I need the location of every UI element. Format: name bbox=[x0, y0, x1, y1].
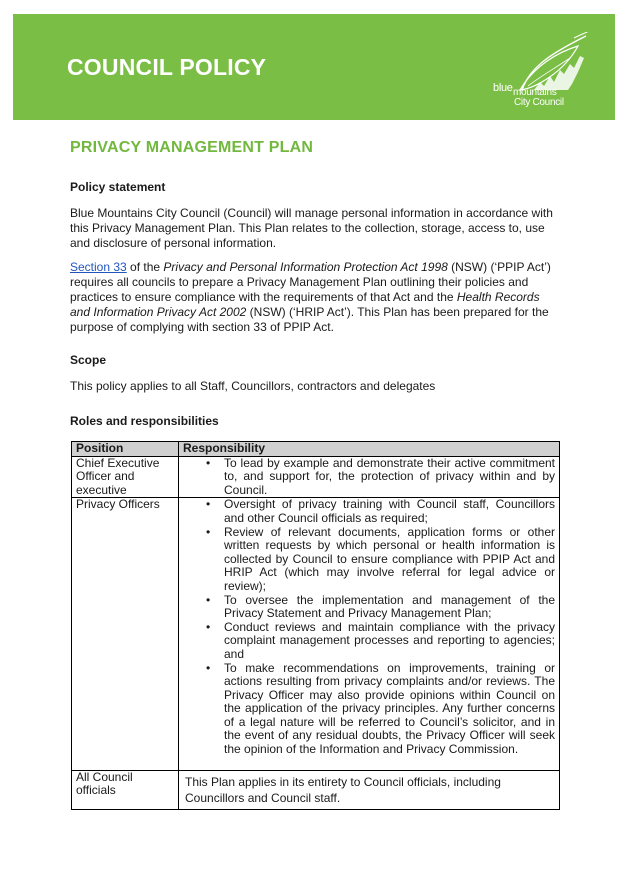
logo-text-blue: blue bbox=[493, 82, 513, 94]
column-header-position: Position bbox=[72, 442, 179, 457]
heading-policy-statement: Policy statement bbox=[70, 180, 166, 194]
policy-statement-paragraph: Blue Mountains City Council (Council) will manage personal information in accordance with this Privacy Management Plan. This Plan relates to the collection, storage, access to, use and disclosure of personal information. bbox=[70, 206, 553, 250]
council-logo bbox=[478, 32, 593, 112]
banner-title: COUNCIL POLICY bbox=[67, 54, 267, 80]
column-header-responsibility: Responsibility bbox=[179, 442, 560, 457]
roles-table bbox=[71, 441, 560, 810]
list-item: • To make recommendations on improvements, training or actions resulting from privacy complaints and/or reviews. The Privacy Officer may also provide opinions within Council on the application of the privacy principles. Any further concerns of a legal nature will be referred to Council’s solicitor, and in the event of any residual doubts, the Privacy Officer will seek the opinion of the Information and Privacy Commission. bbox=[224, 662, 555, 757]
header-banner bbox=[13, 14, 615, 120]
table-row bbox=[72, 498, 560, 770]
responsibility-list bbox=[183, 457, 555, 498]
section-33-paragraph bbox=[70, 260, 560, 335]
table-row bbox=[72, 456, 560, 498]
position-cell: Chief Executive Officer and executive bbox=[72, 456, 179, 498]
responsibility-list bbox=[183, 498, 555, 756]
position-cell: Privacy Officers bbox=[72, 498, 179, 770]
logo-text-city-council: City Council bbox=[514, 97, 564, 108]
responsibility-cell bbox=[179, 456, 560, 498]
list-item: • To lead by example and demonstrate their active commitment to, and support for, the protection of privacy within and by Council. bbox=[224, 457, 555, 498]
section-33-link[interactable]: Section 33 bbox=[70, 260, 127, 274]
responsibility-cell: This Plan applies in its entirety to Council officials, including Councillors and Council staff. bbox=[179, 770, 560, 809]
page-title: PRIVACY MANAGEMENT PLAN bbox=[70, 139, 314, 156]
para-text: (NSW) (‘PPIP Act’) requires all councils to prepare a Privacy Management Plan outlining their policies and practices to ensure compliance with the requirements of that Act and the bbox=[70, 260, 551, 304]
ppip-act-title: Privacy and Personal Information Protection Act 1998 bbox=[163, 260, 448, 274]
list-item: • Review of relevant documents, application forms or other written requests by which personal or health information is collected by Council to ensure compliance with PPIP Act and HRIP Act (which may involve referral for legal advice or review); bbox=[224, 526, 555, 594]
list-item: • Conduct reviews and maintain compliance with the privacy complaint management processes and reporting to agencies; and bbox=[224, 621, 555, 662]
table-header-row bbox=[72, 442, 560, 457]
logo-text-mountains: mountains bbox=[513, 87, 557, 98]
list-item: • To oversee the implementation and management of the Privacy Statement and Privacy Management Plan; bbox=[224, 594, 555, 621]
para-text: (NSW) (‘HRIP Act’). This Plan has been prepared for the purpose of complying with section 33 of PPIP Act. bbox=[70, 305, 549, 334]
position-cell: All Council officials bbox=[72, 770, 179, 809]
heading-roles: Roles and responsibilities bbox=[70, 414, 219, 428]
hrip-act-title: Health Records and Information Privacy Act 2002 bbox=[70, 290, 540, 319]
para-text: of the bbox=[126, 260, 164, 274]
list-item: • Oversight of privacy training with Council staff, Councillors and other Council officials as required; bbox=[224, 498, 555, 525]
table-row bbox=[72, 770, 560, 809]
responsibility-cell bbox=[179, 498, 560, 770]
heading-scope: Scope bbox=[70, 353, 107, 367]
scope-text: This policy applies to all Staff, Councillors, contractors and delegates bbox=[70, 379, 436, 393]
